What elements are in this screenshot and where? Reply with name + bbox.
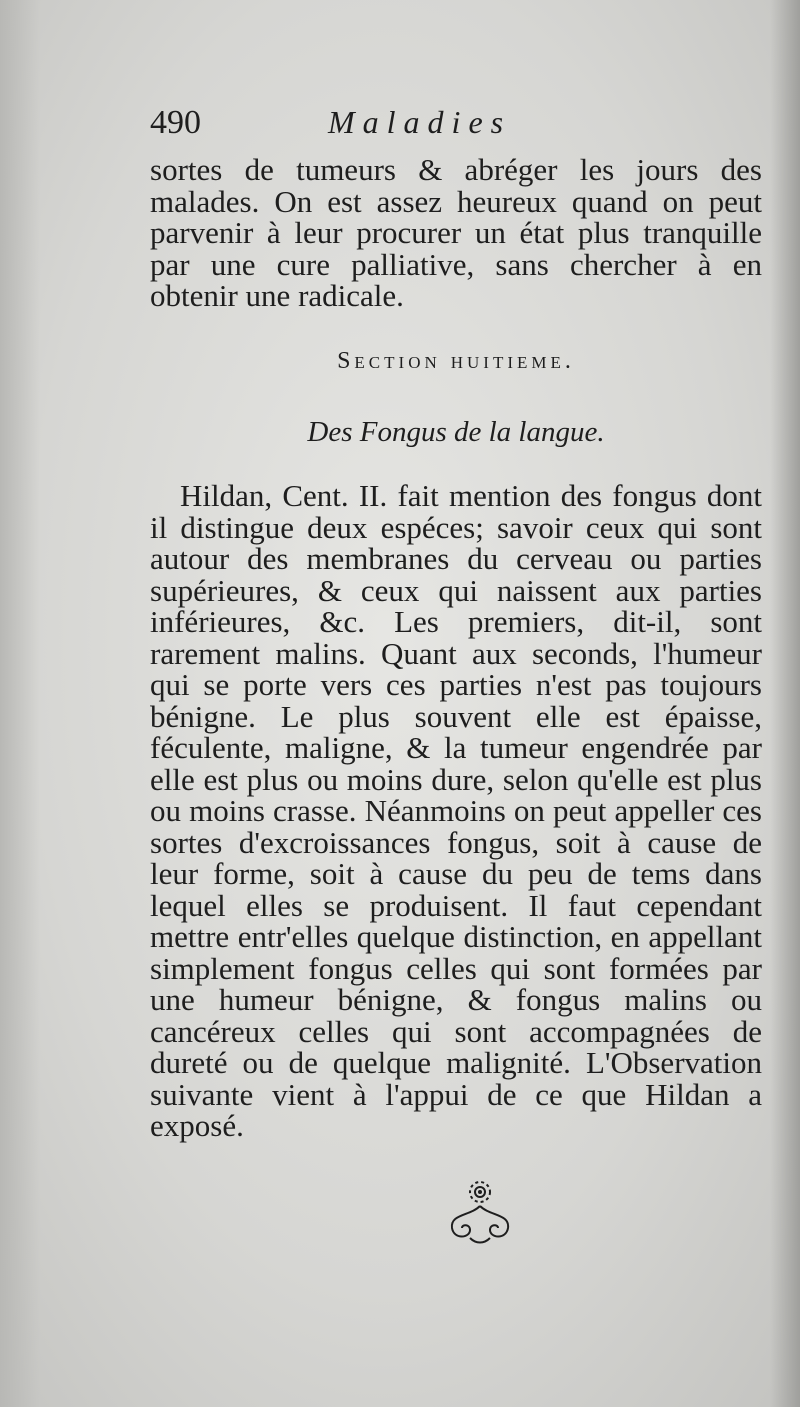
page-gutter-shadow	[0, 0, 40, 1407]
section-subheading: Des Fongus de la langue.	[307, 416, 605, 448]
running-title: Maladies	[328, 104, 512, 140]
intro-paragraph: sortes de tumeurs & abréger les jours des malades. On est assez heureux quand on peut parvenir à leur procurer un état plus tranquille par une cure palliative, sans chercher à en obtenir une radicale.	[150, 152, 762, 313]
section-heading: Section huitieme.	[337, 348, 575, 374]
body-paragraph: Hildan, Cent. II. fait mention des fongus dont il distingue deux espéces; savoir ceux qui sont autour des membranes du cerveau ou parties supérieures, & ceux qui naissent aux parties inférieures, &c. Les premiers, dit-il, sont rarement malins. Quant aux seconds, l'humeur qui se porte vers ces parties n'est pas toujours bénigne. Le plus souvent elle est épaisse, féculente, maligne, & la tumeur engendrée par elle est plus ou moins dure, selon qu'elle est plus ou moins crasse. Néanmoins on peut appeller ces sortes d'excroissances fongus, soit à cause de leur forme, soit à cause du peu de tems dans lequel elles se produisent. Il faut cependant mettre entr'elles quelque distinction, en appellant simplement fongus celles qui sont formées par une humeur bénigne, & fongus malins ou cancéreux celles qui sont accompagnées de dureté ou de quelque malignité. L'Observation suivante vient à l'appui de ce que Hildan a exposé.	[150, 478, 762, 1143]
page-header	[150, 96, 760, 146]
page-edge-shadow	[770, 0, 800, 1407]
page-number: 490	[150, 104, 201, 141]
floral-tailpiece-icon	[440, 1176, 520, 1256]
